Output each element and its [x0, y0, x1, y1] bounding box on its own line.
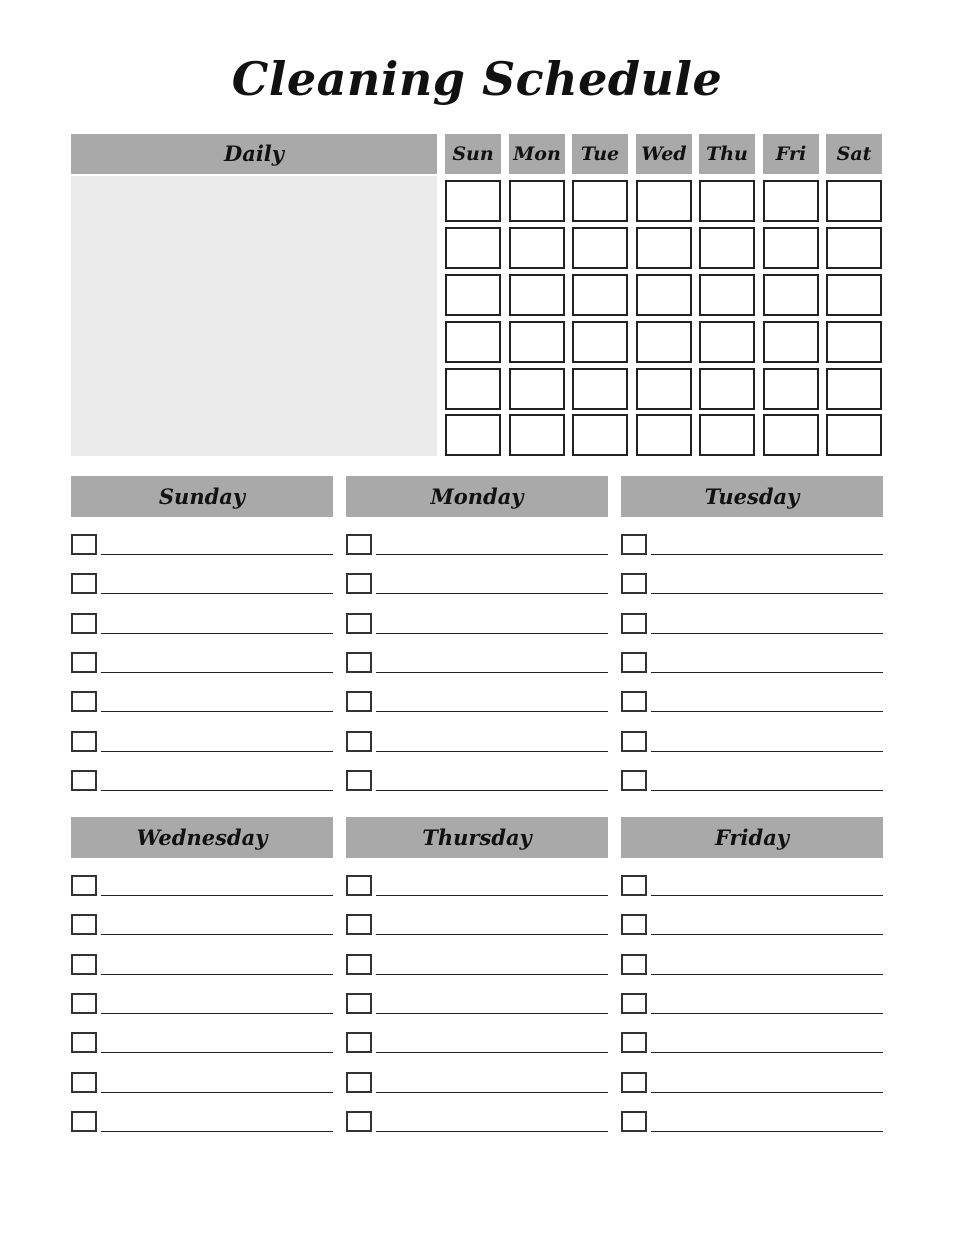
daily-check-cell[interactable] [636, 368, 692, 410]
task-checkbox[interactable] [346, 573, 372, 594]
section-header-tuesday: Tuesday [621, 476, 883, 517]
daily-check-cell[interactable] [826, 414, 882, 456]
daily-check-cell[interactable] [699, 227, 755, 269]
day-header-mon: Mon [509, 134, 565, 174]
daily-check-cell[interactable] [699, 368, 755, 410]
task-checkbox[interactable] [346, 770, 372, 791]
task-line[interactable] [651, 895, 883, 896]
task-line[interactable] [376, 974, 608, 975]
task-line[interactable] [101, 751, 333, 752]
daily-check-cell[interactable] [509, 414, 565, 456]
section-header-monday: Monday [346, 476, 608, 517]
task-checkbox[interactable] [71, 954, 97, 975]
task-checkbox[interactable] [71, 875, 97, 896]
task-checkbox[interactable] [621, 613, 647, 634]
task-checkbox[interactable] [71, 534, 97, 555]
task-line[interactable] [651, 1052, 883, 1053]
section-header-wednesday: Wednesday [71, 817, 333, 858]
task-line[interactable] [376, 790, 608, 791]
task-line[interactable] [101, 1052, 333, 1053]
daily-check-cell[interactable] [636, 321, 692, 363]
daily-check-cell[interactable] [826, 321, 882, 363]
day-header-fri: Fri [763, 134, 819, 174]
task-checkbox[interactable] [71, 770, 97, 791]
task-line[interactable] [101, 672, 333, 673]
task-line[interactable] [376, 672, 608, 673]
task-line[interactable] [651, 554, 883, 555]
daily-check-cell[interactable] [572, 368, 628, 410]
task-checkbox[interactable] [71, 573, 97, 594]
task-checkbox[interactable] [621, 914, 647, 935]
task-checkbox[interactable] [621, 534, 647, 555]
day-header-thu: Thu [699, 134, 755, 174]
daily-notes-area[interactable] [71, 176, 437, 456]
task-checkbox[interactable] [621, 993, 647, 1014]
task-checkbox[interactable] [71, 731, 97, 752]
section-header-thursday: Thursday [346, 817, 608, 858]
daily-check-cell[interactable] [826, 368, 882, 410]
daily-check-cell[interactable] [699, 414, 755, 456]
daily-check-cell[interactable] [445, 368, 501, 410]
task-line[interactable] [651, 672, 883, 673]
task-checkbox[interactable] [71, 613, 97, 634]
daily-check-cell[interactable] [826, 227, 882, 269]
task-checkbox[interactable] [621, 691, 647, 712]
day-header-sat: Sat [826, 134, 882, 174]
task-line[interactable] [376, 593, 608, 594]
daily-check-cell[interactable] [699, 180, 755, 222]
day-header-tue: Tue [572, 134, 628, 174]
task-line[interactable] [376, 934, 608, 935]
daily-check-cell[interactable] [572, 274, 628, 316]
daily-check-cell[interactable] [636, 180, 692, 222]
task-line[interactable] [376, 554, 608, 555]
daily-check-cell[interactable] [763, 227, 819, 269]
task-line[interactable] [376, 1131, 608, 1132]
task-checkbox[interactable] [346, 613, 372, 634]
daily-check-cell[interactable] [509, 321, 565, 363]
daily-header: Daily [71, 134, 437, 174]
task-line[interactable] [651, 934, 883, 935]
task-checkbox[interactable] [621, 1032, 647, 1053]
task-checkbox[interactable] [346, 1072, 372, 1093]
daily-check-cell[interactable] [763, 180, 819, 222]
task-checkbox[interactable] [71, 1072, 97, 1093]
task-line[interactable] [651, 790, 883, 791]
task-line[interactable] [376, 1092, 608, 1093]
task-checkbox[interactable] [71, 691, 97, 712]
task-line[interactable] [101, 593, 333, 594]
task-checkbox[interactable] [346, 993, 372, 1014]
daily-check-cell[interactable] [445, 321, 501, 363]
section-header-friday: Friday [621, 817, 883, 858]
day-header-sun: Sun [445, 134, 501, 174]
task-checkbox[interactable] [346, 691, 372, 712]
task-line[interactable] [376, 1013, 608, 1014]
section-header-sunday: Sunday [71, 476, 333, 517]
daily-check-cell[interactable] [636, 414, 692, 456]
task-line[interactable] [101, 790, 333, 791]
task-line[interactable] [376, 895, 608, 896]
daily-check-cell[interactable] [445, 274, 501, 316]
day-header-wed: Wed [636, 134, 692, 174]
task-checkbox[interactable] [621, 1111, 647, 1132]
task-line[interactable] [101, 895, 333, 896]
daily-check-cell[interactable] [699, 274, 755, 316]
task-line[interactable] [651, 1013, 883, 1014]
daily-check-cell[interactable] [445, 180, 501, 222]
daily-check-cell[interactable] [572, 321, 628, 363]
task-checkbox[interactable] [71, 1111, 97, 1132]
task-line[interactable] [376, 1052, 608, 1053]
task-checkbox[interactable] [621, 731, 647, 752]
daily-check-cell[interactable] [763, 368, 819, 410]
task-line[interactable] [101, 1013, 333, 1014]
daily-check-cell[interactable] [509, 227, 565, 269]
task-line[interactable] [101, 711, 333, 712]
task-line[interactable] [651, 1131, 883, 1132]
page-title: Cleaning Schedule [231, 52, 723, 106]
task-checkbox[interactable] [346, 1111, 372, 1132]
task-checkbox[interactable] [346, 731, 372, 752]
task-checkbox[interactable] [71, 1032, 97, 1053]
task-checkbox[interactable] [621, 770, 647, 791]
task-line[interactable] [651, 1092, 883, 1093]
daily-check-cell[interactable] [826, 274, 882, 316]
task-line[interactable] [651, 751, 883, 752]
task-line[interactable] [376, 711, 608, 712]
task-checkbox[interactable] [71, 652, 97, 673]
daily-check-cell[interactable] [572, 227, 628, 269]
daily-check-cell[interactable] [826, 180, 882, 222]
task-checkbox[interactable] [621, 1072, 647, 1093]
task-line[interactable] [101, 1092, 333, 1093]
task-line[interactable] [101, 1131, 333, 1132]
task-line[interactable] [651, 593, 883, 594]
daily-check-cell[interactable] [636, 227, 692, 269]
task-line[interactable] [101, 974, 333, 975]
daily-check-cell[interactable] [699, 321, 755, 363]
daily-check-cell[interactable] [445, 414, 501, 456]
daily-check-cell[interactable] [445, 227, 501, 269]
task-line[interactable] [101, 934, 333, 935]
task-line[interactable] [101, 554, 333, 555]
daily-check-cell[interactable] [763, 414, 819, 456]
daily-check-cell[interactable] [509, 180, 565, 222]
task-checkbox[interactable] [621, 652, 647, 673]
daily-check-cell[interactable] [572, 180, 628, 222]
task-checkbox[interactable] [346, 534, 372, 555]
task-checkbox[interactable] [71, 914, 97, 935]
task-checkbox[interactable] [346, 875, 372, 896]
task-checkbox[interactable] [346, 914, 372, 935]
task-checkbox[interactable] [621, 954, 647, 975]
task-checkbox[interactable] [346, 1032, 372, 1053]
daily-check-cell[interactable] [763, 274, 819, 316]
task-checkbox[interactable] [346, 954, 372, 975]
daily-check-cell[interactable] [509, 274, 565, 316]
task-checkbox[interactable] [621, 875, 647, 896]
task-checkbox[interactable] [621, 573, 647, 594]
daily-check-cell[interactable] [572, 414, 628, 456]
daily-check-cell[interactable] [763, 321, 819, 363]
task-checkbox[interactable] [346, 652, 372, 673]
task-line[interactable] [101, 633, 333, 634]
task-line[interactable] [651, 633, 883, 634]
daily-check-cell[interactable] [636, 274, 692, 316]
task-line[interactable] [376, 751, 608, 752]
task-line[interactable] [376, 633, 608, 634]
daily-check-cell[interactable] [509, 368, 565, 410]
task-checkbox[interactable] [71, 993, 97, 1014]
task-line[interactable] [651, 974, 883, 975]
task-line[interactable] [651, 711, 883, 712]
